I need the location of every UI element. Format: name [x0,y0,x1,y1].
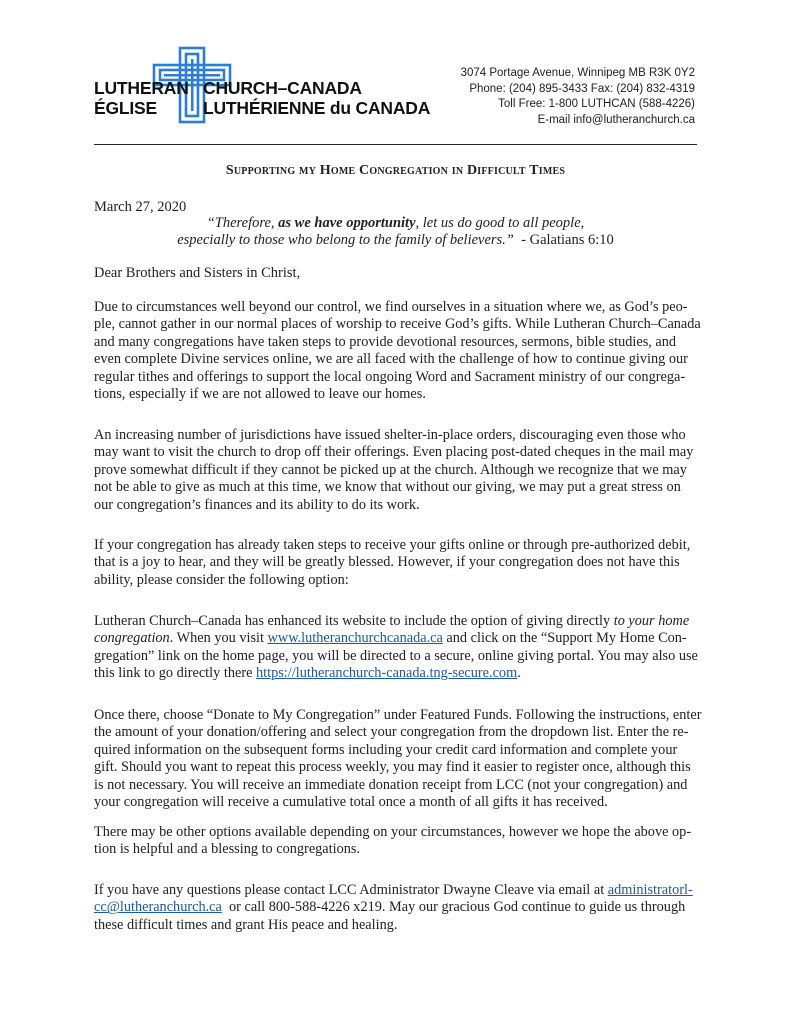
paragraph-line: gift. Should you want to repeat this process weekly, you may find it easier to register once, although this [94,759,691,776]
address-street: 3074 Portage Avenue, Winnipeg MB R3K 0Y2 [460,67,695,79]
paragraph-line: If your congregation has already taken steps to receive your gifts online or through pre-authorized debit, [94,537,691,553]
address-toll-free: Toll Free: 1-800 LUTHCAN (588-4226) [498,98,695,110]
scripture-line-1 [94,215,697,232]
paragraph-1 [94,299,701,403]
paragraph-text: Lutheran Church–Canada has enhanced its website to include the option of giving directly [94,613,614,629]
paragraph-4 [94,613,698,683]
paragraph-line: quired information on the subsequent forms including your credit card information and complete your [94,741,678,758]
paragraph-line: ple, cannot gather in our normal places of worship to receive God’s gifts. While Lutheran Church–Canada [94,316,701,333]
paragraph-line: regular tithes and offerings to support the local ongoing Word and Sacrament ministry of our congrega- [94,368,686,385]
paragraph-6 [94,824,698,859]
paragraph-text: or call 800-588-4226 x219. May our gracious God continue to guide us through [221,899,686,916]
scripture-reference: - Galatians 6:10 [513,232,614,248]
paragraph-emphasis: congregation [94,630,170,647]
paragraph-text: and click on the “Support My Home Con- [442,630,687,647]
scripture-line-2 [94,232,697,249]
paragraph-line: Due to circumstances well beyond our control, we find ourselves in a situation where we, as God’s peo- [94,299,688,315]
paragraph-line: may want to visit the church to drop off their offerings. Even placing post-dated cheques in the mail may [94,444,694,461]
paragraph-line: that is a joy to hear, and they will be greatly blessed. However, if your congregation does not have this [94,554,680,571]
paragraph-5 [94,707,702,811]
paragraph-line: our congregation’s finances and its ability to do its work. [94,496,420,513]
letter-date: March 27, 2020 [94,199,187,215]
website-link[interactable]: www.lutheranchurchcanada.ca [267,630,443,647]
scripture-text: especially to those who belong to the family of believers.” [177,232,514,248]
address-phone: Phone: (204) 895-3433 Fax: (204) 832-4319 [469,82,695,95]
giving-portal-link[interactable]: https://lutheranchurch-canada.tng-secure.com [256,665,518,682]
logo-line-2 [94,98,431,118]
paragraph-line: and many congregations have taken steps to provide devotional resources, sermons, bible studies, and [94,333,677,350]
scripture-emphasis: as we have opportunity [278,215,416,231]
paragraph-emphasis: to your home [613,613,690,629]
logo-line-1 [94,78,424,98]
lcc-logo [94,45,431,125]
logo-lutherienne: LUTHÉRIENNE du CANADA [203,98,431,118]
paragraph-text: . When you visit [169,630,268,647]
paragraph-line: is not necessary. You will receive an immediate donation receipt from LCC (not your congregation) and [94,776,688,793]
paragraph-7 [94,882,698,934]
paragraph-text: If you have any questions please contact LCC Administrator Dwayne Cleave via email at [94,882,608,898]
header-divider [94,144,697,145]
paragraph-line: not be able to give as much at this time, we know that without our giving, we may put a great stress on [94,479,681,496]
email-link[interactable]: cc@lutheranchurch.ca [94,899,222,916]
logo-eglise: ÉGLISE [94,98,157,118]
paragraph-line: prove somewhat difficult if they cannot be picked up at the church. Although we recognize that we may [94,461,687,478]
address-email: E-mail info@lutheranchurch.ca [537,113,695,126]
paragraph-line [94,630,698,647]
scripture-text: , let us do good to all people, [415,215,585,231]
paragraph-line: There may be other options available depending on your circumstances, however we hope the above op- [94,824,692,840]
paragraph-line: An increasing number of jurisdictions have issued shelter-in-place orders, discouraging even those who [94,427,686,443]
paragraph-line: these difficult times and grant His peace and healing. [94,916,398,933]
paragraph-line: the amount of your donation/offering and select your congregation from the dropdown list. Enter the re- [94,724,689,741]
logo-lutheran: LUTHERAN [94,78,189,98]
paragraph-text: this link to go directly there [94,665,256,682]
scripture-quote [94,215,697,249]
salutation: Dear Brothers and Sisters in Christ, [94,265,301,281]
paragraph-2 [94,427,698,514]
paragraph-line: Once there, choose “Donate to My Congregation” under Featured Funds. Following the instructions, enter [94,707,702,723]
paragraph-line: tions, especially if we are not allowed to leave our homes. [94,386,426,403]
paragraph-text: . [517,665,521,682]
paragraph-line: your congregation will receive a cumulative total once a month of all gifts it has received. [94,794,608,811]
paragraph-line: ability, please consider the following option: [94,571,349,588]
address-block [461,66,695,128]
paragraph-line [94,665,698,682]
letter-title: Supporting my Home Congregation in Difficult Times [225,163,566,178]
paragraph-line: gregation” link on the home page, you will be directed to a secure, online giving portal. You may also use [94,647,698,664]
paragraph-line [94,613,698,630]
paragraph-line [94,899,698,916]
email-link[interactable]: administratorl- [607,882,693,898]
paragraph-line: tion is helpful and a blessing to congregations. [94,841,361,858]
scripture-text: “Therefore, [206,215,279,231]
paragraph-line [94,882,698,899]
logo-church-canada: CHURCH–CANADA [203,78,362,98]
paragraph-3 [94,537,698,589]
paragraph-line: even complete Divine services online, we are all faced with the challenge of how to continue giving our [94,351,688,368]
